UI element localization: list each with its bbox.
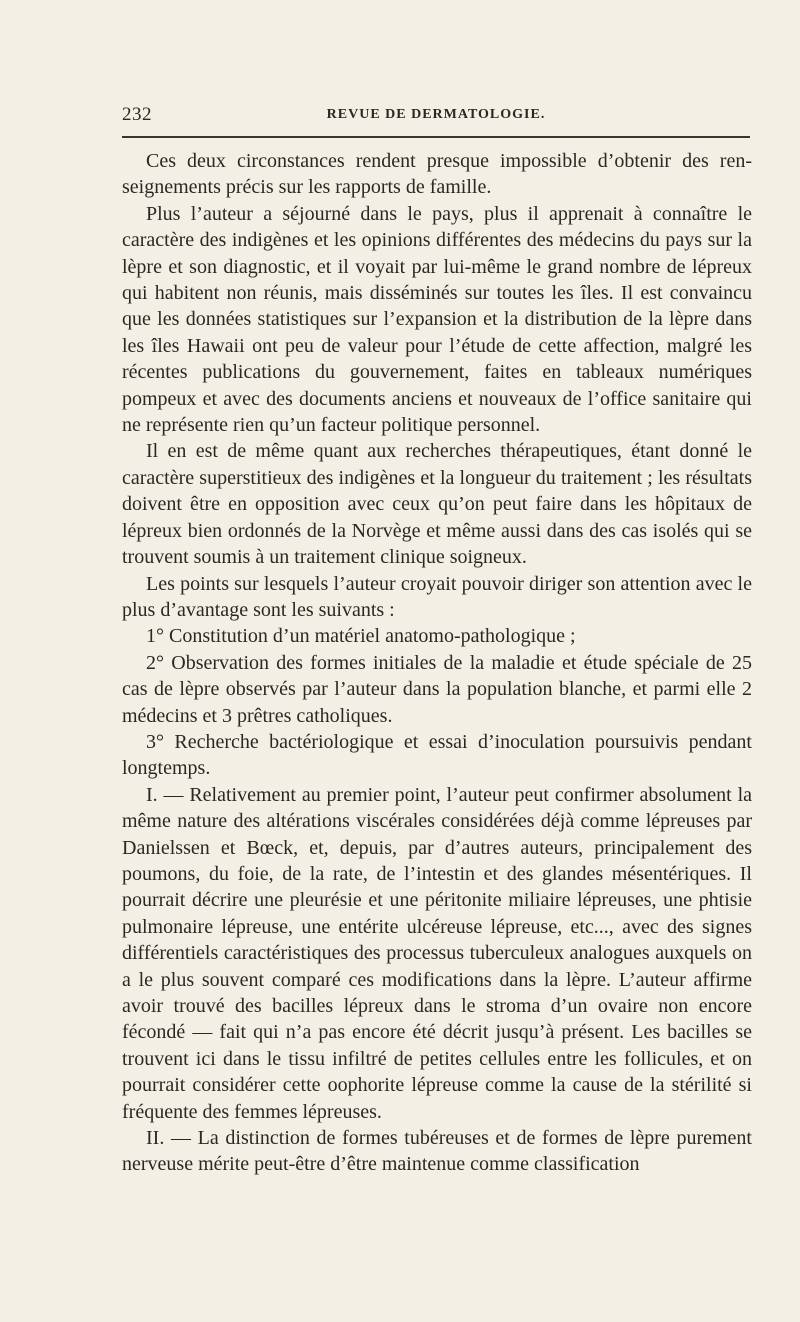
section-paragraph: I. — Relativement au premier point, l’auteur peut confirmer absolument la même nature des altérations viscérales considérées déjà comme lépreuses par Danielssen et Bœck, et, depuis, par d’autres auteurs, principalement des poumons, du foie, de la rate, de l’intestin et des glandes mésentériques. Il pourrait décrire une pleurésie et une péritonite miliaire lépreuses, une phtisie pulmonaire lépreuse, une entérite ulcéreuse lépreuse, etc..., avec des signes différentiels caractéristiques des processus tuberculeux analogues auxquels on a le plus souvent comparé ces modifications dans la lèpre. L’auteur affirme avoir trouvé des bacilles lépreux dans le stroma d’un ovaire non encore fécondé — fait qui n’a pas encore été décrit jusqu’à présent. Les bacilles se trouvent ici dans le tissu infiltré de petites cellules entre les follicules, et on pourrait considérer cette oophorite lépreuse comme la cause de la stérilité si fréquente des femmes lépreuses. xyxy=(122,783,752,1123)
paragraph: Plus l’auteur a séjourné dans le pays, plus il apprenait à connaître le caractère des indigènes et les opinions différentes des médecins du pays sur la lèpre et son diagnostic, et il voyait par lui-même le grand nombre de lépreux qui habitent non réunis, mais disséminés sur toutes les îles. Il est convaincu que les données statistiques sur l’expansion et la distribution de la lèpre dans les îles Hawaii ont peu de valeur pour l’étude de cette affection, malgré les récentes publications du gouvernement, faites en tableaux numériques pompeux et avec des documents anciens et nouveaux de l’office sanitaire qui ne représente rien qu’un facteur politique personnel. xyxy=(122,202,752,437)
paragraph: Il en est de même quant aux recherches thérapeutiques, étant donné le caractère superstitieux des indigènes et la longueur du traitement ; les résultats doivent être en opposition avec ceux qu’on peut faire dans les hôpitaux de lépreux bien ordonnés de la Norvège et même aussi dans des cas isolés qui se trouvent soumis à un traitement clinique soigneux. xyxy=(122,440,752,569)
list-item: 3° Recherche bactériologique et essai d’inoculation poursuivis pendant longtemps. xyxy=(122,730,752,780)
paragraph: Ces deux circonstances rendent presque impossible d’obtenir des renseignements précis sur les rapports de famille. xyxy=(122,150,752,199)
page-number: 232 xyxy=(122,104,152,125)
body-text xyxy=(122,148,752,1178)
header-rule xyxy=(122,136,750,138)
list-item: 1° Constitution d’un matériel anatomo-pathologique ; xyxy=(146,625,576,648)
page-header xyxy=(122,104,750,126)
list-item: 2° Observation des formes initiales de la maladie et étude spéciale de 25 cas de lèpre observés par l’auteur dans la population blanche, et parmi elle 2 médecins et 3 prêtres catholiques. xyxy=(122,651,752,727)
paragraph: Les points sur lesquels l’auteur croyait pouvoir diriger son attention avec le plus d’avantage sont les suivants : xyxy=(122,572,752,621)
section-paragraph: II. — La distinction de formes tubéreuses et de formes de lèpre purement nerveuse mérite peut-être d’être maintenue comme classification xyxy=(122,1127,752,1176)
running-title: REVUE DE DERMATOLOGIE. xyxy=(326,107,546,122)
